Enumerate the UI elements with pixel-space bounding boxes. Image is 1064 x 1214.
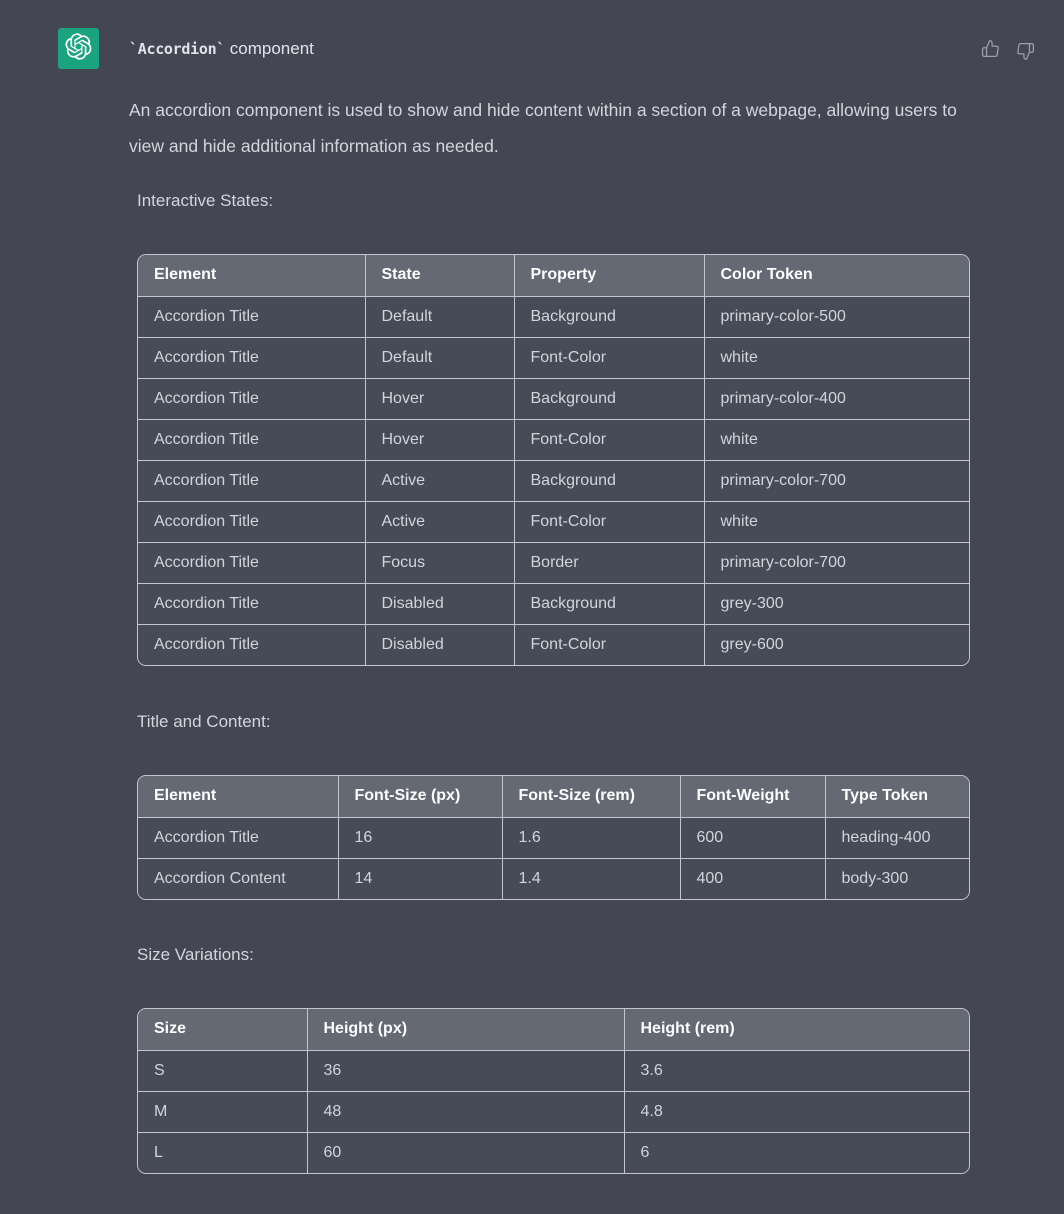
- table-cell: Hover: [365, 419, 514, 460]
- table-cell: white: [704, 419, 969, 460]
- table-cell: Accordion Title: [138, 624, 365, 665]
- table-cell: Accordion Title: [138, 296, 365, 337]
- section-size-variations: [137, 944, 1035, 1174]
- table-cell: primary-color-700: [704, 542, 969, 583]
- table-cell: Background: [514, 296, 704, 337]
- column-header: Size: [138, 1009, 307, 1050]
- table-cell: Accordion Title: [138, 501, 365, 542]
- column-header: Element: [138, 255, 365, 296]
- column-header: Height (rem): [624, 1009, 969, 1050]
- table-cell: Disabled: [365, 583, 514, 624]
- table-cell: Accordion Title: [138, 817, 338, 858]
- table-cell: Font-Color: [514, 419, 704, 460]
- table-row: [138, 501, 969, 542]
- table-cell: Focus: [365, 542, 514, 583]
- table-cell: 1.6: [502, 817, 680, 858]
- table-cell: Disabled: [365, 624, 514, 665]
- table-cell: 60: [307, 1132, 624, 1173]
- table-cell: primary-color-500: [704, 296, 969, 337]
- table-cell: white: [704, 501, 969, 542]
- table-size-variations: [137, 1008, 970, 1174]
- section-heading: Title and Content:: [137, 712, 271, 731]
- column-header: Height (px): [307, 1009, 624, 1050]
- section-heading: Interactive States:: [137, 191, 274, 210]
- table-cell: 400: [680, 858, 825, 899]
- table-cell: Accordion Title: [138, 460, 365, 501]
- table-header-row: [138, 255, 969, 296]
- table-cell: Font-Color: [514, 337, 704, 378]
- table-cell: 48: [307, 1091, 624, 1132]
- table-cell: Active: [365, 460, 514, 501]
- table-row: [138, 337, 969, 378]
- table-cell: grey-300: [704, 583, 969, 624]
- column-header: State: [365, 255, 514, 296]
- table-cell: Background: [514, 583, 704, 624]
- thumbs-up-icon: [981, 46, 1000, 61]
- table-cell: Accordion Title: [138, 583, 365, 624]
- inline-code: `Accordion`: [129, 39, 226, 58]
- table-cell: Border: [514, 542, 704, 583]
- table-row: [138, 419, 969, 460]
- table-cell: heading-400: [825, 817, 969, 858]
- table-cell: Default: [365, 337, 514, 378]
- table-cell: 6: [624, 1132, 969, 1173]
- table-cell: Accordion Content: [138, 858, 338, 899]
- chatgpt-avatar: [58, 28, 99, 69]
- column-header: Font-Size (px): [338, 776, 502, 817]
- table-row: [138, 583, 969, 624]
- table-row: [138, 624, 969, 665]
- table-cell: 1.4: [502, 858, 680, 899]
- table-cell: 16: [338, 817, 502, 858]
- table-cell: primary-color-700: [704, 460, 969, 501]
- thumbs-up-button[interactable]: [981, 36, 1000, 61]
- section-title-and-content: [137, 711, 1035, 900]
- column-header: Font-Weight: [680, 776, 825, 817]
- table-row: [138, 1091, 969, 1132]
- section-heading: Size Variations:: [137, 945, 254, 964]
- intro-paragraph: An accordion component is used to show and hide content within a section of a webpage, allowing users to view and hide additional information as needed.: [129, 100, 957, 156]
- thumbs-down-button[interactable]: [1016, 42, 1035, 61]
- table-cell: S: [138, 1050, 307, 1091]
- table-cell: Background: [514, 460, 704, 501]
- table-cell: 36: [307, 1050, 624, 1091]
- title-rest: component: [225, 38, 314, 58]
- table-cell: Font-Color: [514, 624, 704, 665]
- table-title-and-content: [137, 775, 970, 900]
- column-header: Font-Size (rem): [502, 776, 680, 817]
- table-cell: L: [138, 1132, 307, 1173]
- table-cell: 3.6: [624, 1050, 969, 1091]
- table-cell: 4.8: [624, 1091, 969, 1132]
- message-title-row: [129, 28, 1035, 69]
- table-cell: Accordion Title: [138, 542, 365, 583]
- table-cell: Accordion Title: [138, 419, 365, 460]
- table-row: [138, 1050, 969, 1091]
- table-header-row: [138, 776, 969, 817]
- feedback-buttons: [981, 36, 1035, 61]
- table-cell: Default: [365, 296, 514, 337]
- page-title: [129, 39, 314, 59]
- table-cell: Accordion Title: [138, 378, 365, 419]
- table-row: [138, 858, 969, 899]
- table-cell: Accordion Title: [138, 337, 365, 378]
- table-row: [138, 1132, 969, 1173]
- table-cell: white: [704, 337, 969, 378]
- table-cell: 600: [680, 817, 825, 858]
- openai-logo-icon: [65, 33, 92, 65]
- table-row: [138, 460, 969, 501]
- table-cell: 14: [338, 858, 502, 899]
- column-header: Color Token: [704, 255, 969, 296]
- table-row: [138, 296, 969, 337]
- column-header: Type Token: [825, 776, 969, 817]
- table-row: [138, 542, 969, 583]
- table-row: [138, 817, 969, 858]
- table-cell: Active: [365, 501, 514, 542]
- table-row: [138, 378, 969, 419]
- thumbs-down-icon: [1016, 49, 1035, 64]
- table-cell: Hover: [365, 378, 514, 419]
- table-cell: M: [138, 1091, 307, 1132]
- table-cell: body-300: [825, 858, 969, 899]
- table-interactive-states: [137, 254, 970, 666]
- column-header: Property: [514, 255, 704, 296]
- section-interactive-states: [137, 190, 1035, 666]
- table-header-row: [138, 1009, 969, 1050]
- column-header: Element: [138, 776, 338, 817]
- table-cell: Font-Color: [514, 501, 704, 542]
- table-cell: Background: [514, 378, 704, 419]
- table-cell: grey-600: [704, 624, 969, 665]
- table-cell: primary-color-400: [704, 378, 969, 419]
